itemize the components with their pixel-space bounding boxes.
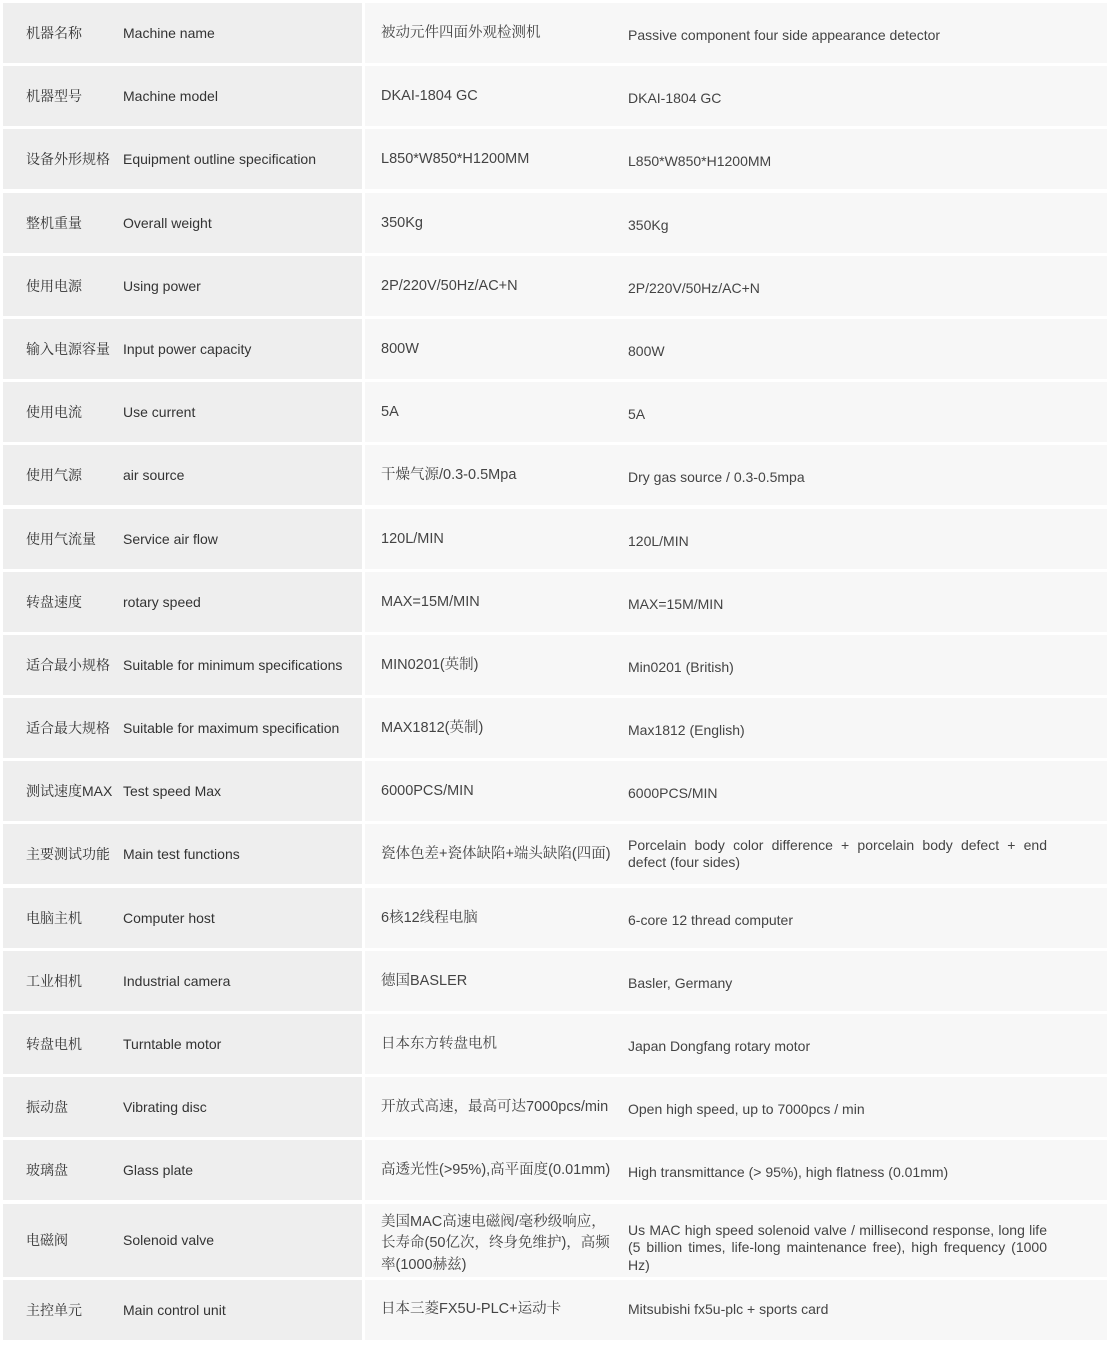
value-en: 6000PCS/MIN <box>628 785 718 802</box>
label-cell <box>3 572 362 632</box>
spec-row-air-source <box>3 445 1107 505</box>
spec-row-outline-spec <box>3 129 1107 189</box>
spec-row-rotary-speed <box>3 572 1107 632</box>
spec-row-overall-weight <box>3 193 1107 253</box>
label-cell <box>3 319 362 379</box>
value-cn: L850*W850*H1200MM <box>381 151 530 168</box>
value-cell <box>365 824 1107 884</box>
value-cell <box>365 1204 1107 1277</box>
value-cell <box>365 445 1107 505</box>
label-cn: 转盘电机 <box>26 1036 82 1052</box>
label-en: Service air flow <box>123 530 218 547</box>
label-cell <box>3 1014 362 1074</box>
spec-row-industrial-camera <box>3 951 1107 1011</box>
label-en: Equipment outline specification <box>123 151 317 168</box>
label-cn: 整机重量 <box>26 214 82 231</box>
value-cn: 干燥气源/0.3-0.5Mpa <box>381 467 517 484</box>
spec-row-using-power <box>3 256 1107 316</box>
value-cell <box>365 951 1107 1011</box>
label-cn: 玻璃盘 <box>26 1162 68 1179</box>
value-cn: 6000PCS/MIN <box>381 783 474 800</box>
label-en: Suitable for maximum specification <box>123 720 340 737</box>
label-cell <box>3 382 362 442</box>
value-cn: 2P/220V/50Hz/AC+N <box>381 277 518 294</box>
label-en: Input power capacity <box>123 340 252 357</box>
value-cn: 开放式高速，最高可达7000pcs/min <box>381 1099 609 1116</box>
spec-row-glass-plate <box>3 1140 1107 1200</box>
value-cell <box>365 1014 1107 1074</box>
value-cn: 350Kg <box>381 214 423 231</box>
label-cell <box>3 1204 362 1277</box>
label-cn: 电磁阀 <box>26 1232 68 1249</box>
value-en: Japan Dongfang rotary motor <box>628 1038 811 1054</box>
label-cn: 使用气流量 <box>26 530 96 547</box>
value-cn: 高透光性(>95%),高平面度(0.01mm) <box>381 1162 611 1179</box>
spec-row-main-test-functions <box>3 824 1107 884</box>
spec-row-machine-name <box>3 3 1107 63</box>
spec-table <box>3 3 1107 1340</box>
value-cn: 5A <box>381 404 399 421</box>
value-cell <box>365 1077 1107 1137</box>
label-cn: 使用气源 <box>26 467 82 484</box>
label-en: Industrial camera <box>123 972 231 989</box>
spec-row-use-current <box>3 382 1107 442</box>
label-cn: 测试速度MAX <box>26 783 113 800</box>
label-cn: 电脑主机 <box>26 909 82 926</box>
label-cn: 使用电流 <box>26 404 82 421</box>
label-cell <box>3 951 362 1011</box>
value-en: Max1812 (English) <box>628 722 745 739</box>
value-cn: 德国BASLER <box>381 972 468 989</box>
spec-row-input-power-capacity <box>3 319 1107 379</box>
label-cell <box>3 256 362 316</box>
spec-row-max-spec <box>3 698 1107 758</box>
label-en: Machine model <box>123 88 218 105</box>
value-cell <box>365 256 1107 316</box>
label-en: Turntable motor <box>123 1036 222 1052</box>
label-cn: 主要测试功能 <box>26 846 110 863</box>
label-cell <box>3 66 362 126</box>
value-cell <box>365 635 1107 695</box>
value-en: Dry gas source / 0.3-0.5mpa <box>628 469 805 486</box>
value-en: 800W <box>628 342 665 359</box>
value-en: 5A <box>628 406 646 423</box>
label-cn: 适合最小规格 <box>26 656 110 673</box>
value-cell <box>365 1280 1107 1340</box>
label-cell <box>3 1280 362 1340</box>
label-cell <box>3 1077 362 1137</box>
spec-row-machine-model <box>3 66 1107 126</box>
label-en: Use current <box>123 404 196 421</box>
value-en: 2P/220V/50Hz/AC+N <box>628 279 760 296</box>
label-cell <box>3 824 362 884</box>
spec-row-main-control-unit <box>3 1280 1107 1340</box>
spec-row-turntable-motor <box>3 1014 1107 1074</box>
label-en: Machine name <box>123 25 215 41</box>
label-cn: 适合最大规格 <box>26 720 110 737</box>
value-cell <box>365 509 1107 569</box>
spec-row-min-spec <box>3 635 1107 695</box>
label-cn: 转盘速度 <box>26 593 82 610</box>
value-en: Mitsubishi fx5u-plc + sports card <box>628 1301 829 1317</box>
label-cn: 工业相机 <box>26 972 82 989</box>
value-en: 120L/MIN <box>628 532 689 549</box>
value-en: Passive component four side appearance detector <box>628 27 941 43</box>
value-cn: MIN0201(英制) <box>381 656 479 673</box>
label-en: Overall weight <box>123 214 212 231</box>
label-cn: 振动盘 <box>26 1099 68 1116</box>
label-en: Using power <box>123 277 201 294</box>
value-en: Open high speed, up to 7000pcs / min <box>628 1101 865 1118</box>
label-cell <box>3 698 362 758</box>
value-cn: 瓷体色差+瓷体缺陷+端头缺陷(四面) <box>381 845 611 862</box>
label-cell <box>3 509 362 569</box>
value-cn: MAX1812(英制) <box>381 720 484 737</box>
label-cell <box>3 3 362 63</box>
label-cell <box>3 888 362 948</box>
label-cell <box>3 193 362 253</box>
value-en: 6-core 12 thread computer <box>628 911 793 928</box>
label-cell <box>3 635 362 695</box>
value-cn: 被动元件四面外观检测机 <box>381 25 541 41</box>
value-cn: 120L/MIN <box>381 530 444 547</box>
value-cell <box>365 193 1107 253</box>
label-en: Main control unit <box>123 1301 226 1318</box>
label-en: air source <box>123 467 185 484</box>
spec-row-test-speed <box>3 761 1107 821</box>
label-en: Suitable for minimum specifications <box>123 656 343 673</box>
value-cell <box>365 66 1107 126</box>
value-cn: MAX=15M/MIN <box>381 593 480 610</box>
label-en: Glass plate <box>123 1162 194 1179</box>
spec-row-service-air-flow <box>3 509 1107 569</box>
label-cell <box>3 445 362 505</box>
value-en: MAX=15M/MIN <box>628 595 724 612</box>
value-en: DKAI-1804 GC <box>628 90 722 107</box>
value-cn: DKAI-1804 GC <box>381 88 478 105</box>
label-en: Computer host <box>123 909 215 926</box>
label-en: rotary speed <box>123 593 201 610</box>
value-cell <box>365 3 1107 63</box>
value-en: 350Kg <box>628 216 669 233</box>
label-en: Solenoid valve <box>123 1232 215 1249</box>
label-cn: 主控单元 <box>26 1301 82 1318</box>
value-en: Basler, Germany <box>628 974 733 991</box>
value-cn: 6核12线程电脑 <box>381 909 478 926</box>
label-en: Test speed Max <box>123 783 222 800</box>
value-cell <box>365 572 1107 632</box>
value-cell <box>365 888 1107 948</box>
value-cell <box>365 698 1107 758</box>
value-en: Porcelain body color difference + porcelain body defect + end defect (four sides) <box>628 836 1047 871</box>
value-cn: 800W <box>381 340 419 357</box>
value-cn: 美国MAC高速电磁阀/毫秒级响应，长寿命(50亿次，终身免维护)，高频率(1000赫兹) <box>381 1213 610 1274</box>
value-en: Min0201 (British) <box>628 658 734 675</box>
label-en: Main test functions <box>123 846 240 863</box>
label-cn: 使用电源 <box>26 277 82 294</box>
value-en: Us MAC high speed solenoid valve / millisecond response, long life (5 billion times, life-long maintenance free), high frequency (1000 Hz) <box>628 1221 1047 1273</box>
value-cell <box>365 761 1107 821</box>
value-cell <box>365 129 1107 189</box>
value-cn: 日本东方转盘电机 <box>381 1036 497 1052</box>
value-cell <box>365 1140 1107 1200</box>
label-cell <box>3 761 362 821</box>
label-cn: 输入电源容量 <box>26 340 110 357</box>
label-cn: 机器型号 <box>26 88 82 105</box>
value-cell <box>365 382 1107 442</box>
label-cn: 设备外形规格 <box>26 151 110 168</box>
label-en: Vibrating disc <box>123 1099 207 1116</box>
label-cell <box>3 129 362 189</box>
value-cell <box>365 319 1107 379</box>
spec-row-computer-host <box>3 888 1107 948</box>
spec-row-vibrating-disc <box>3 1077 1107 1137</box>
value-en: L850*W850*H1200MM <box>628 153 772 170</box>
value-en: High transmittance (> 95%), high flatness (0.01mm) <box>628 1164 949 1181</box>
spec-row-solenoid-valve <box>3 1204 1107 1277</box>
value-cn: 日本三菱FX5U-PLC+运动卡 <box>381 1301 562 1318</box>
label-cell <box>3 1140 362 1200</box>
label-cn: 机器名称 <box>26 25 82 41</box>
